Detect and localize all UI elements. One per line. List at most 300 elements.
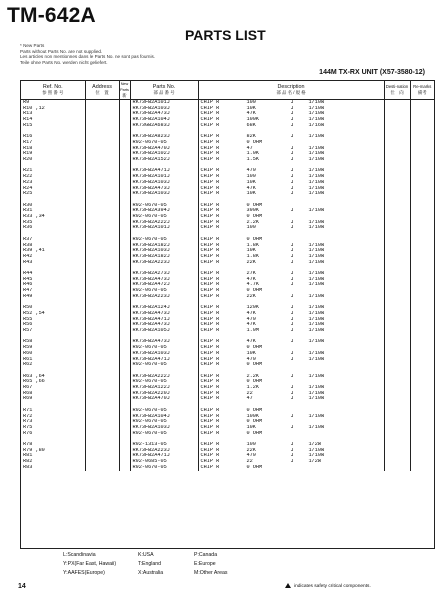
desc-tolerance: J — [290, 305, 294, 311]
parts-no-cell: R92-1313-05 — [130, 442, 198, 448]
desc-rating: 1/10W — [308, 134, 325, 140]
ref-no-cell: R46 — [21, 282, 85, 288]
desc-value: 10K — [246, 424, 256, 430]
ref-no-cell: R22 — [21, 174, 85, 180]
desc-tolerance: J — [290, 350, 294, 356]
legend-item: M:Other Areas — [194, 570, 228, 576]
desc-value: 0 OHM — [246, 430, 263, 436]
desc-rating: 1/10W — [308, 396, 325, 402]
desc-type: CHIP R — [200, 208, 220, 214]
parts-no-cell: R92-0670-05 — [130, 345, 198, 351]
desc-type: CHIP R — [200, 339, 220, 345]
desc-rating: 1/10W — [308, 305, 325, 311]
parts-no-cell: RK73FB2A473J — [130, 186, 198, 192]
desc-rating: 1/10W — [308, 339, 325, 345]
ref-no-cell: R31 — [21, 208, 85, 214]
parts-no-cell: RK73FB2A103J — [130, 180, 198, 186]
ref-no-cell: R62 — [21, 362, 85, 368]
ref-no-cell: R16 — [21, 134, 85, 140]
desc-rating: 1/10W — [308, 447, 325, 453]
ref-no-cell: R23 — [21, 180, 85, 186]
desc-value: 0 OHM — [246, 345, 263, 351]
desc-type: CHIP R — [200, 122, 220, 128]
desc-type: CHIP R — [200, 379, 220, 385]
desc-type: CHIP R — [200, 236, 220, 242]
desc-value: 10K — [246, 179, 256, 185]
desc-rating: 1/10W — [308, 248, 325, 254]
col-ref: Ref. No. 参 照 番 号 — [21, 81, 85, 100]
desc-tolerance: J — [290, 453, 294, 459]
desc-tolerance: J — [290, 208, 294, 214]
desc-rating: 1/2W — [308, 459, 321, 465]
desc-rating: 1/10W — [308, 310, 325, 316]
desc-value: 2.2K — [246, 219, 259, 225]
parts-no-cell: RK73FB2A473J — [130, 277, 198, 283]
desc-tolerance: J — [290, 459, 294, 465]
desc-value: 4.7K — [246, 282, 259, 288]
ref-no-cell: R10 ,12 — [21, 106, 85, 112]
parts-no-cell: R92-0670-05 — [130, 465, 198, 471]
parts-no-cell: RK73FB2A105J — [130, 328, 198, 334]
desc-type: CHIP R — [200, 362, 220, 368]
parts-no-cell: R92-0670-05 — [130, 379, 198, 385]
note-line: Parts without Parts No. are not supplied. — [20, 48, 103, 54]
col-destination: Desti-nation 仕 向 — [384, 81, 410, 100]
desc-rating: 1/10W — [308, 145, 325, 151]
desc-rating: 1/10W — [308, 253, 325, 259]
desc-type: CHIP R — [200, 293, 220, 299]
desc-type: CHIP R — [200, 105, 220, 111]
ref-no-cell: R14 — [21, 117, 85, 123]
ref-no-cell: R49 — [21, 294, 85, 300]
desc-type: CHIP R — [200, 413, 220, 419]
desc-tolerance: J — [290, 442, 294, 448]
desc-value: 1.2K — [246, 385, 259, 391]
ref-no-cell: R55 — [21, 317, 85, 323]
ref-no-cell: R57 — [21, 328, 85, 334]
parts-no-cell: R92-0670-05 — [130, 140, 198, 146]
desc-type: CHIP R — [200, 157, 220, 163]
desc-value: 22K — [246, 293, 256, 299]
ref-no-cell: R38 — [21, 243, 85, 249]
desc-rating: 1/10W — [308, 271, 325, 277]
desc-rating: 1/10W — [308, 350, 325, 356]
desc-value: 22 — [246, 459, 253, 465]
desc-type: CHIP R — [200, 99, 220, 105]
ref-no-cell: R37 — [21, 237, 85, 243]
parts-no-cell: RK73FB2A473J — [130, 111, 198, 117]
desc-value: 10K — [246, 350, 256, 356]
ref-no-cell: R59 — [21, 345, 85, 351]
col-address: Address 位 置 — [85, 81, 119, 100]
desc-value: 0 OHM — [246, 464, 263, 470]
desc-tolerance: J — [290, 157, 294, 163]
desc-type: CHIP R — [200, 202, 220, 208]
parts-no-cell: RK73GB2A683J — [130, 123, 198, 129]
desc-tolerance: J — [290, 122, 294, 128]
ref-no-cell: R21 — [21, 168, 85, 174]
parts-no-cell: RK73FB2A222J — [130, 220, 198, 226]
desc-tolerance: J — [290, 276, 294, 282]
desc-rating: 1/10W — [308, 105, 325, 111]
desc-value: 0 OHM — [246, 236, 263, 242]
legend-item: E:Europe — [194, 561, 216, 567]
parts-no-cell: RK73FB2A101J — [130, 225, 198, 231]
desc-value: 1.5K — [246, 157, 259, 163]
desc-rating: 1/10W — [308, 356, 325, 362]
desc-value: 1.0M — [246, 328, 259, 334]
page-title: PARTS LIST — [185, 27, 266, 43]
desc-value: 100 — [246, 225, 256, 231]
ref-no-cell: R79 ,80 — [21, 448, 85, 454]
desc-tolerance: J — [290, 219, 294, 225]
legend-item: X:Australia — [138, 570, 164, 576]
ref-no-cell: R42 — [21, 254, 85, 260]
desc-value: 10K — [246, 248, 256, 254]
desc-value: 1.8K — [246, 253, 259, 259]
desc-type: CHIP R — [200, 350, 220, 356]
parts-no-cell: RK73FB2A103J — [130, 425, 198, 431]
desc-rating: 1/10W — [308, 219, 325, 225]
parts-no-cell: R92-0670-05 — [130, 203, 198, 209]
desc-type: CHIP R — [200, 316, 220, 322]
parts-no-cell: RK73FB2A471J — [130, 317, 198, 323]
ref-no-cell: R71 — [21, 408, 85, 414]
desc-tolerance: J — [290, 356, 294, 362]
desc-value: 0 OHM — [246, 288, 263, 294]
desc-tolerance: J — [290, 134, 294, 140]
parts-no-cell: RK73FB2A152J — [130, 157, 198, 163]
desc-tolerance: J — [290, 413, 294, 419]
desc-value: 47 — [246, 145, 253, 151]
desc-type: CHIP R — [200, 139, 220, 145]
desc-type: CHIP R — [200, 145, 220, 151]
ref-no-cell: R82 — [21, 459, 85, 465]
ref-no-cell: R73 — [21, 419, 85, 425]
desc-rating: 1/10W — [308, 276, 325, 282]
desc-type: CHIP R — [200, 424, 220, 430]
ref-no-cell: R13 — [21, 111, 85, 117]
desc-tolerance: J — [290, 373, 294, 379]
parts-no-cell: RK73FB2A182J — [130, 254, 198, 260]
ref-no-cell: R63 ,64 — [21, 374, 85, 380]
ref-no-cell: R45 — [21, 277, 85, 283]
desc-type: CHIP R — [200, 151, 220, 157]
desc-value: 22K — [246, 447, 256, 453]
parts-no-cell: RK73FB2A472J — [130, 282, 198, 288]
desc-value: 47K — [246, 310, 256, 316]
parts-no-cell: R92-0670-05 — [130, 362, 198, 368]
desc-type: CHIP R — [200, 430, 220, 436]
desc-tolerance: J — [290, 168, 294, 174]
col-new: New Parts 新 — [120, 82, 129, 98]
ref-no-cell: R81 — [21, 453, 85, 459]
ref-no-cell: R58 — [21, 339, 85, 345]
table-header — [21, 81, 434, 100]
parts-no-cell: RK73FB2A103J — [130, 106, 198, 112]
desc-type: CHIP R — [200, 185, 220, 191]
desc-tolerance: J — [290, 271, 294, 277]
desc-rating: 1/10W — [308, 282, 325, 288]
ref-no-cell: R52 ,54 — [21, 311, 85, 317]
desc-type: CHIP R — [200, 253, 220, 259]
desc-value: 0 OHM — [246, 419, 263, 425]
ref-no-cell: R25 — [21, 191, 85, 197]
parts-no-cell: RK73FB2A182J — [130, 243, 198, 249]
desc-type: CHIP R — [200, 179, 220, 185]
desc-type: CHIP R — [200, 225, 220, 231]
desc-value: 22K — [246, 259, 256, 265]
desc-value: 10K — [246, 191, 256, 197]
warning-triangle-icon — [285, 583, 291, 588]
parts-no-cell: RK73FB2A124J — [130, 305, 198, 311]
desc-rating: 1/10W — [308, 259, 325, 265]
desc-rating: 1/10W — [308, 373, 325, 379]
desc-type: CHIP R — [200, 373, 220, 379]
desc-tolerance: J — [290, 293, 294, 299]
desc-tolerance: J — [290, 117, 294, 123]
desc-tolerance: J — [290, 111, 294, 117]
desc-tolerance: J — [290, 253, 294, 259]
desc-rating: 1/10W — [308, 316, 325, 322]
parts-no-cell: RK73FB2A471J — [130, 168, 198, 174]
desc-tolerance: J — [290, 328, 294, 334]
desc-rating: 1/10W — [308, 151, 325, 157]
desc-value: 0 OHM — [246, 379, 263, 385]
safety-note — [285, 583, 371, 589]
parts-no-cell: RK73FB2A102J — [130, 151, 198, 157]
destination-cell — [384, 465, 410, 471]
desc-rating: 1/10W — [308, 293, 325, 299]
desc-tolerance: J — [290, 322, 294, 328]
desc-rating: 1/10W — [308, 385, 325, 391]
desc-rating: 1/10W — [308, 185, 325, 191]
desc-rating: 1/10W — [308, 117, 325, 123]
parts-no-cell: RK73FB2A473J — [130, 339, 198, 345]
desc-tolerance: J — [290, 145, 294, 151]
parts-no-cell: R92-0685-05 — [130, 459, 198, 465]
parts-no-cell: RK73FB2A473J — [130, 322, 198, 328]
ref-no-cell: R35 — [21, 220, 85, 226]
desc-rating: 1/10W — [308, 179, 325, 185]
desc-type: CHIP R — [200, 288, 220, 294]
desc-tolerance: J — [290, 99, 294, 105]
desc-type: CHIP R — [200, 276, 220, 282]
desc-rating: 1/2W — [308, 442, 321, 448]
desc-value: 470 — [246, 356, 256, 362]
desc-rating: 1/10W — [308, 208, 325, 214]
desc-value: 120K — [246, 305, 259, 311]
ref-no-cell: R24 — [21, 186, 85, 192]
desc-value: 0 OHM — [246, 407, 263, 413]
legend-item: P:Canada — [194, 552, 218, 558]
desc-tolerance: J — [290, 248, 294, 254]
safety-note-text: indicates safety critical components. — [294, 584, 371, 589]
parts-no-cell: RK73FB2A101J — [130, 100, 198, 106]
desc-type: CHIP R — [200, 134, 220, 140]
parts-no-cell: R92-0670-05 — [130, 419, 198, 425]
desc-rating: 1/10W — [308, 328, 325, 334]
desc-type: CHIP R — [200, 242, 220, 248]
parts-no-cell: RK73FB2A473J — [130, 311, 198, 317]
desc-value: 390K — [246, 208, 259, 214]
description-cell — [198, 465, 384, 471]
model-number: TM-642A — [7, 4, 96, 27]
ref-no-cell: R43 — [21, 260, 85, 266]
ref-no-cell: R75 — [21, 425, 85, 431]
desc-value: 47K — [246, 276, 256, 282]
parts-no-cell: R92-0670-05 — [130, 288, 198, 294]
desc-value: 0 OHM — [246, 214, 263, 220]
desc-tolerance: J — [290, 385, 294, 391]
ref-no-cell: R83 — [21, 465, 85, 471]
desc-value: 100K — [246, 117, 259, 123]
ref-no-cell: R50 — [21, 305, 85, 311]
desc-type: CHIP R — [200, 442, 220, 448]
desc-type: CHIP R — [200, 356, 220, 362]
parts-no-cell: RK73FB2A220J — [130, 391, 198, 397]
desc-tolerance: J — [290, 225, 294, 231]
desc-rating: 1/10W — [308, 413, 325, 419]
ref-no-cell: R17 — [21, 140, 85, 146]
ref-no-cell: R47 — [21, 288, 85, 294]
desc-tolerance: J — [290, 447, 294, 453]
parts-no-cell: R92-0670-05 — [130, 431, 198, 437]
note-line: Les articles non mentionnes dans le Parts No. ne sont pas fournis. — [20, 54, 156, 60]
parts-no-cell: RK73FB2A101J — [130, 174, 198, 180]
ref-no-cell: R72 — [21, 414, 85, 420]
parts-no-cell: RK73FB2A222J — [130, 374, 198, 380]
desc-type: CHIP R — [200, 396, 220, 402]
desc-tolerance: J — [290, 242, 294, 248]
desc-rating: 1/16W — [308, 122, 325, 128]
ref-no-cell: R9 — [21, 100, 85, 106]
parts-no-cell: RK73FB2A470J — [130, 396, 198, 402]
desc-rating: 1/10W — [308, 242, 325, 248]
desc-value: 100 — [246, 174, 256, 180]
ref-no-cell: R19 — [21, 151, 85, 157]
table-body — [21, 100, 434, 471]
desc-value: 100 — [246, 442, 256, 448]
desc-value: 22 — [246, 390, 253, 396]
desc-type: CHIP R — [200, 191, 220, 197]
desc-value: 47K — [246, 322, 256, 328]
desc-type: CHIP R — [200, 464, 220, 470]
desc-value: 82K — [246, 134, 256, 140]
parts-no-cell: RK73FB2A823J — [130, 134, 198, 140]
desc-value: 100K — [246, 413, 259, 419]
desc-value: 0 OHM — [246, 139, 263, 145]
desc-value: 470 — [246, 316, 256, 322]
legend-item: L:Scandinavia — [63, 552, 96, 558]
legend-item: Y:PX(Far East, Hawaii) — [63, 561, 117, 567]
col-parts-no: Parts No. 部 品 番 号 — [130, 81, 198, 100]
ref-no-cell: R44 — [21, 271, 85, 277]
desc-type: CHIP R — [200, 310, 220, 316]
parts-no-cell: R92-0670-05 — [130, 237, 198, 243]
desc-value: 27K — [246, 271, 256, 277]
desc-value: 47K — [246, 111, 256, 117]
parts-no-cell: RK73FB2A471J — [130, 453, 198, 459]
ref-no-cell: R60 — [21, 351, 85, 357]
desc-rating: 1/10W — [308, 322, 325, 328]
note-line: * New Parts — [20, 43, 45, 48]
desc-type: CHIP R — [200, 117, 220, 123]
desc-type: CHIP R — [200, 322, 220, 328]
remarks-cell — [410, 465, 434, 471]
parts-no-cell: RK73FB2A394J — [130, 208, 198, 214]
ref-no-cell: R20 — [21, 157, 85, 163]
col-description: Description 部 品 名 / 規 格 — [198, 81, 384, 100]
parts-no-cell: RK73FB2A273J — [130, 271, 198, 277]
desc-type: CHIP R — [200, 282, 220, 288]
parts-no-cell: RK73FB2A223J — [130, 260, 198, 266]
desc-value: 0 OHM — [246, 202, 263, 208]
desc-type: CHIP R — [200, 174, 220, 180]
desc-type: CHIP R — [200, 259, 220, 265]
parts-no-cell: RK73FB2A122J — [130, 385, 198, 391]
desc-type: CHIP R — [200, 214, 220, 220]
desc-value: 10K — [246, 105, 256, 111]
ref-no-cell: R67 — [21, 385, 85, 391]
desc-type: CHIP R — [200, 328, 220, 334]
ref-no-cell: R65 ,66 — [21, 379, 85, 385]
desc-tolerance: J — [290, 339, 294, 345]
desc-tolerance: J — [290, 396, 294, 402]
desc-tolerance: J — [290, 151, 294, 157]
desc-type: CHIP R — [200, 385, 220, 391]
parts-no-cell: R92-0670-05 — [130, 408, 198, 414]
desc-tolerance: J — [290, 185, 294, 191]
desc-type: CHIP R — [200, 305, 220, 311]
parts-no-cell: RK73FB2A103J — [130, 191, 198, 197]
note-line: Teile ohne Parts No. werden nicht geliefert. — [20, 59, 108, 65]
parts-no-cell: RK73FB2A104J — [130, 117, 198, 123]
desc-rating: 1/10W — [308, 225, 325, 231]
desc-type: CHIP R — [200, 447, 220, 453]
desc-tolerance: J — [290, 191, 294, 197]
parts-no-cell: RK73FB2A223J — [130, 294, 198, 300]
table-row — [21, 465, 434, 471]
legend-item: K:USA — [138, 552, 154, 558]
desc-rating: 1/10W — [308, 174, 325, 180]
desc-value: 470 — [246, 168, 256, 174]
notes-block — [20, 43, 155, 65]
ref-no-cell: R18 — [21, 146, 85, 152]
desc-value: 470 — [246, 453, 256, 459]
desc-value: 47 — [246, 396, 253, 402]
desc-rating: 1/10W — [308, 111, 325, 117]
desc-type: CHIP R — [200, 453, 220, 459]
page-number: 14 — [18, 583, 26, 590]
desc-value: 47K — [246, 185, 256, 191]
desc-rating: 1/10W — [308, 168, 325, 174]
desc-type: CHIP R — [200, 419, 220, 425]
desc-tolerance: J — [290, 424, 294, 430]
desc-tolerance: J — [290, 282, 294, 288]
desc-rating: 1/10W — [308, 157, 325, 163]
desc-type: CHIP R — [200, 271, 220, 277]
desc-rating: 1/10W — [308, 424, 325, 430]
ref-no-cell: R39 ,41 — [21, 248, 85, 254]
desc-tolerance: J — [290, 316, 294, 322]
desc-value: 100 — [246, 99, 256, 105]
desc-type: CHIP R — [200, 459, 220, 465]
desc-tolerance: J — [290, 390, 294, 396]
desc-value: 47K — [246, 339, 256, 345]
ref-no-cell: R61 — [21, 357, 85, 363]
desc-value: 1.0K — [246, 151, 259, 157]
